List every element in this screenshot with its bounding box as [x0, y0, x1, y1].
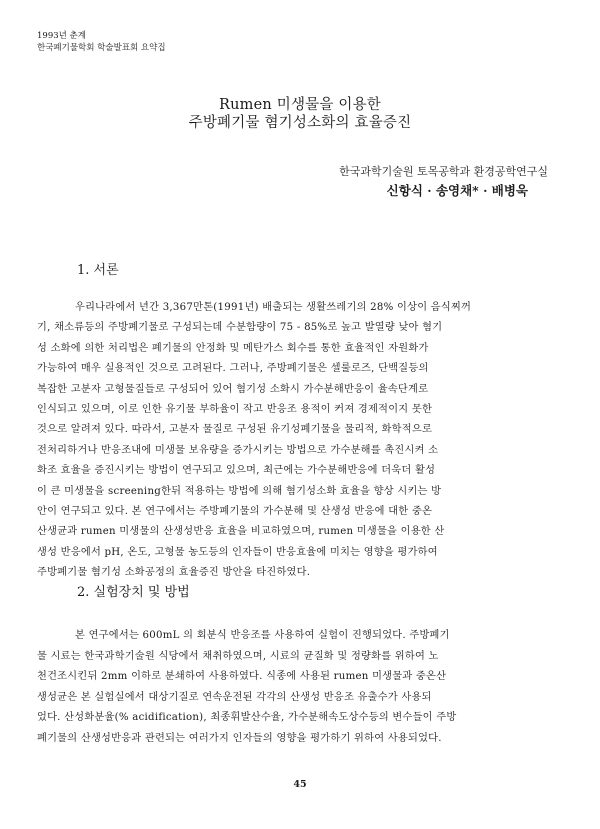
authors: 신항식 · 송영채* · 배병욱 [386, 183, 528, 198]
text-line: 안이 연구되고 있다. 본 연구에서는 주방폐기물의 가수분해 및 산생성 반응에 대한 중온 [37, 506, 433, 518]
text-line: 성 소화에 의한 처리법은 폐기물의 안정화 및 메탄가스 회수를 통한 효율적인 자원화가 [37, 342, 429, 354]
paper-title [0, 96, 600, 132]
text-line: 본 연구에서는 600mL 의 회분식 반응조를 사용하여 실험이 진행되었다. 주방폐기 [75, 630, 450, 641]
section-heading-introduction: 1. 서론 [77, 263, 119, 278]
header-line-2: 한국폐기물학회 학술발표회 요약집 [37, 43, 166, 53]
text-line: 우리나라에서 년간 3,367만톤(1991년) 배출되는 생활쓰레기의 28% 이상이 음식찌꺼 [75, 302, 472, 313]
page-number: 45 [293, 779, 307, 790]
text-line: 복잡한 고분자 고형물질들로 구성되어 있어 혐기성 소화시 가수분해반응이 율속단계로 [37, 383, 429, 395]
text-line: 천건조시킨뒤 2mm 이하로 분쇄하여 사용하였다. 식종에 사용된 rumen 미생물과 중온산 [37, 671, 447, 683]
text-line: 전처리하거나 반응조내에 미생물 보유량을 증가시키는 방법으로 가수분해를 촉진시켜 소 [37, 444, 439, 456]
paragraph-methods [37, 626, 565, 750]
text-line: 물 시료는 한국과학기술원 식당에서 채취하였으며, 시료의 균질화 및 정량화를 위하여 노 [37, 650, 439, 662]
text-line: 생성 반응에서 pH, 온도, 고형물 농도등의 인자들이 반응효율에 미치는 영향을 평가하여 [37, 546, 438, 558]
text-line: 폐기물의 산생성반응과 관련되는 여러가지 인자들의 영향을 평가하기 위하여 사용되었다. [37, 732, 442, 744]
affiliation: 한국과학기술원 토목공학과 환경공학연구실 [339, 165, 548, 178]
text-line: 인식되고 있으며, 이로 인한 유기물 부하율이 작고 반응조 용적이 커져 경제적이지 못한 [37, 404, 433, 416]
title-line-1: Rumen 미생물을 이용한 [219, 97, 381, 113]
title-line-2: 주방폐기물 혐기성소화의 효율증진 [188, 115, 412, 131]
paragraph-introduction [37, 298, 565, 584]
text-line: 화조 효율을 증진시키는 방법이 연구되고 있으며, 최근에는 가수분해반응에 더욱더 활성 [37, 465, 436, 477]
text-line: 주방폐기물 혐기성 소화공정의 효율증진 방안을 타진하였다. [37, 567, 311, 579]
text-line: 이 큰 미생물을 screening한뒤 적용하는 방법에 의해 혐기성소화 효율을 향상 시키는 방 [37, 485, 442, 497]
text-line: 것으로 알려져 있다. 따라서, 고분자 물질로 구성된 유기성폐기물을 물리적, 화학적으로 [37, 424, 433, 436]
header-line-1: 1993년 춘계 [37, 31, 86, 41]
section-heading-methods: 2. 실험장치 및 방법 [77, 585, 190, 600]
text-line: 생성균은 본 실험실에서 대상기질로 연속운전된 각각의 산생성 반응조 유출수가 사용되 [37, 691, 432, 703]
text-line: 기, 채소류등의 주방폐기물로 구성되는데 수분함량이 75 - 85%로 높고 발열량 낮아 혐기 [37, 322, 443, 334]
text-line: 었다. 산성화분율(% acidification), 최종휘발산수율, 가수분해속도상수등의 변수들이 주방 [37, 712, 457, 724]
text-line: 산생균과 rumen 미생물의 산생성반응 효율을 비교하였으며, rumen 미생물을 이용한 산 [37, 526, 445, 538]
text-line: 가능하여 매우 실용적인 것으로 고려된다. 그러나, 주방폐기물은 셀룰로즈, 단백질등의 [37, 363, 429, 375]
proceedings-header [37, 30, 166, 54]
